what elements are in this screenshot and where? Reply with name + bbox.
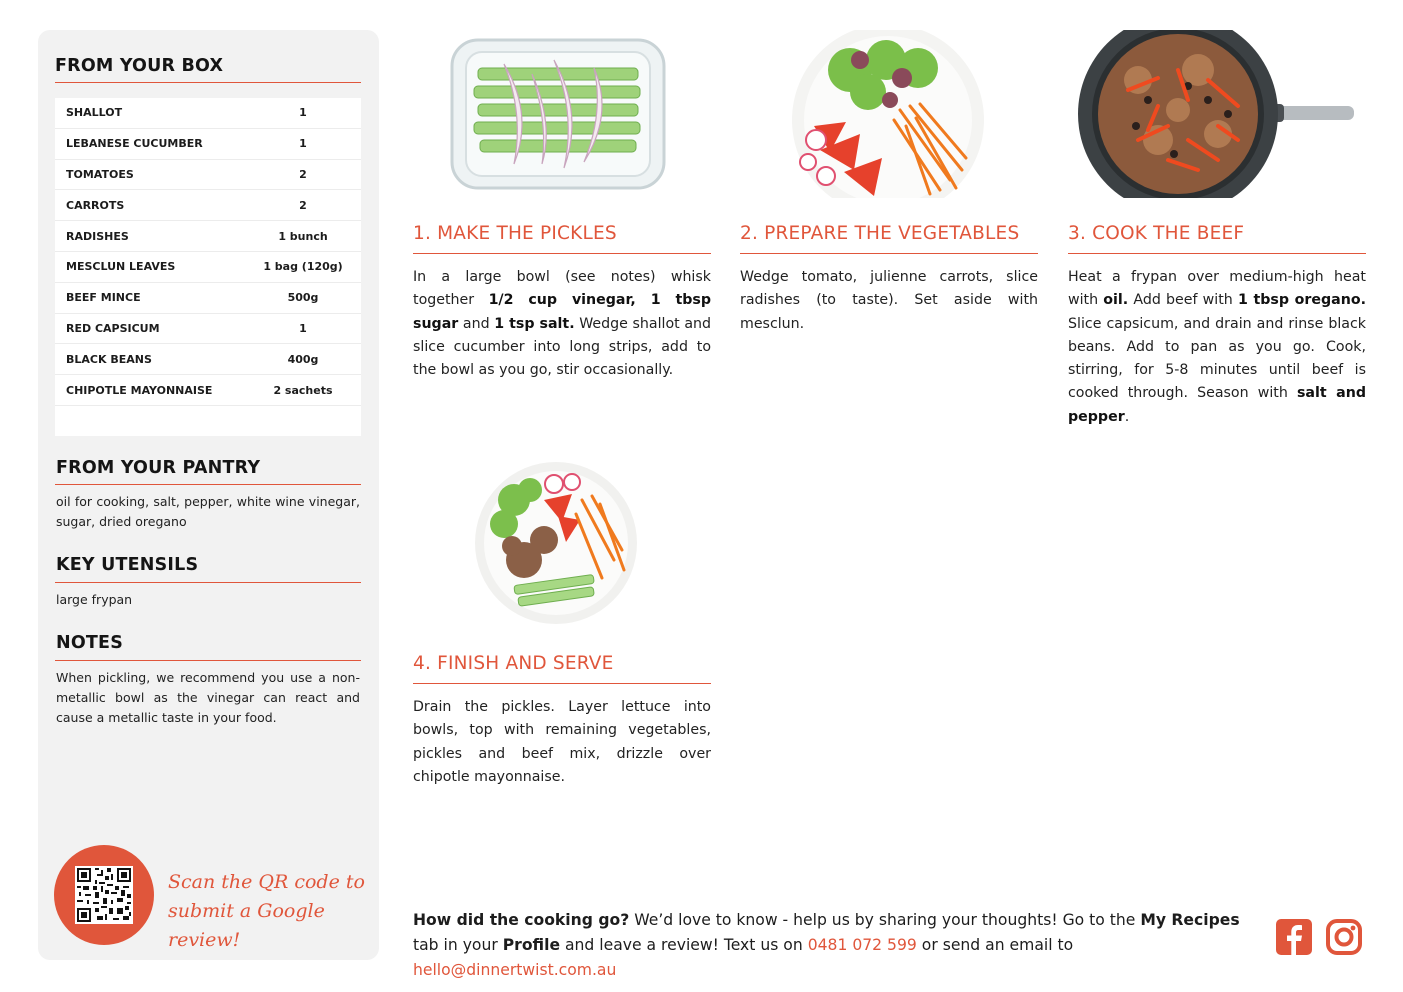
step-text: Add beef with [1128, 292, 1238, 309]
from-your-box-title: FROM YOUR BOX [55, 56, 224, 76]
notes-text: When pickling, we recommend you use a non-metallic bowl as the vinegar can react and cause a metallic taste in your food. [56, 670, 360, 725]
key-utensils-title: KEY UTENSILS [56, 555, 199, 575]
table-row [55, 160, 361, 191]
table-row [55, 283, 361, 314]
footer-text: or send an email to [916, 936, 1074, 954]
step-text: Drain the pickles. Layer lettuce into bowls, top with remaining vegetables, pickles and beef mix, drizzle over chipotle mayonnaise. [413, 699, 711, 785]
step-text-bold: 1 tbsp oregano. [1237, 292, 1366, 309]
divider [55, 660, 361, 661]
ingredient-name: RADISHES [66, 229, 129, 243]
ingredient-qty: 500g [287, 291, 319, 305]
ingredient-name: CARROTS [66, 198, 125, 212]
qr-caption [168, 868, 368, 955]
divider [413, 253, 711, 254]
utensils-text: large frypan [56, 592, 133, 607]
table-row [55, 375, 361, 406]
ingredient-qty: 1 bunch [278, 229, 328, 243]
step-text: and [458, 315, 495, 332]
step-text-bold: 1 tsp salt. [494, 315, 575, 332]
divider [55, 82, 361, 83]
divider [1068, 253, 1366, 254]
table-row [55, 129, 361, 160]
qr-caption-line: submit a Google review! [168, 900, 325, 951]
review-footer [413, 908, 1263, 983]
ingredient-qty: 400g [287, 352, 319, 366]
step-2-title: 2. PREPARE THE VEGETABLES [740, 223, 1020, 244]
step-1-title: 1. MAKE THE PICKLES [413, 223, 617, 244]
ingredient-name: LEBANESE CUCUMBER [66, 137, 203, 151]
divider [413, 683, 711, 684]
ingredient-name: SHALLOT [66, 106, 123, 120]
phone-link[interactable]: 0481 072 599 [807, 936, 917, 954]
table-row [55, 344, 361, 375]
step-text: Wedge tomato, julienne carrots, slice radishes (to taste). Set aside with mesclun. [740, 269, 1038, 332]
ingredient-name: BEEF MINCE [66, 291, 141, 305]
qr-code-icon[interactable] [75, 866, 133, 924]
step-4-body [413, 696, 711, 789]
footer-text: and leave a review! Text us on [560, 936, 808, 954]
sidebar-panel [38, 30, 379, 960]
ingredient-qty: 1 [299, 106, 307, 120]
from-your-pantry-title: FROM YOUR PANTRY [56, 458, 261, 478]
step-2-body [740, 266, 1038, 336]
pantry-text: oil for cooking, salt, pepper, white wine vinegar, sugar, dried oregano [56, 494, 360, 529]
table-row [55, 190, 361, 221]
step-3-title: 3. COOK THE BEEF [1068, 223, 1245, 244]
step-text-bold: salt and pepper [1068, 385, 1366, 425]
pickles-bowl-photo [444, 34, 672, 194]
step-text: Slice capsicum, and drain and rinse black beans. Add to pan as you go. Cook, stirring, for 5-8 minutes until beef is cooked through. Season with [1068, 315, 1366, 402]
ingredient-name: CHIPOTLE MAYONNAISE [66, 383, 213, 397]
ingredient-name: TOMATOES [66, 167, 134, 181]
step-text: In a large bowl (see notes) whisk together [413, 269, 711, 309]
qr-caption-line: Scan the QR code to [168, 871, 365, 893]
footer-text: We’d love to know - help us by sharing your thoughts! Go to the [629, 911, 1141, 929]
step-text-bold: oil. [1103, 292, 1129, 309]
beef-frypan-photo [1078, 30, 1358, 198]
step-3-body [1068, 266, 1366, 429]
step-text: Wedge shallot and slice cucumber into long strips, add to the bowl as you go, stir occasionally. [413, 315, 712, 379]
table-row [55, 314, 361, 345]
divider [55, 582, 361, 583]
table-row [55, 98, 361, 129]
qr-code-badge[interactable] [54, 845, 154, 945]
ingredient-name: MESCLUN LEAVES [66, 260, 176, 274]
instagram-icon[interactable] [1325, 918, 1363, 956]
ingredients-table [55, 98, 361, 436]
email-link[interactable]: hello@dinnertwist.com.au [413, 961, 617, 979]
footer-question: How did the cooking go? [413, 911, 630, 929]
my-recipes-link[interactable]: My Recipes [1140, 911, 1240, 929]
divider [740, 253, 1038, 254]
ingredient-qty: 2 sachets [273, 383, 333, 397]
step-text-bold: 1/2 cup vinegar, 1 tbsp sugar [413, 292, 711, 332]
ingredient-qty: 2 [299, 167, 307, 181]
ingredient-qty: 1 [299, 321, 307, 335]
facebook-icon[interactable] [1275, 918, 1313, 956]
ingredient-name: BLACK BEANS [66, 352, 152, 366]
ingredient-qty: 1 bag (120g) [263, 260, 343, 274]
ingredient-qty: 2 [299, 198, 307, 212]
step-text: . [1124, 408, 1130, 425]
profile-link[interactable]: Profile [502, 936, 561, 954]
step-text: Heat a frypan over medium-high heat with [1068, 269, 1366, 309]
notes-title: NOTES [56, 633, 124, 653]
served-bowl-photo [474, 460, 638, 626]
vegetables-plate-photo [790, 30, 986, 198]
step-4-title: 4. FINISH AND SERVE [413, 653, 614, 674]
table-row [55, 252, 361, 283]
table-row [55, 221, 361, 252]
ingredient-qty: 1 [299, 137, 307, 151]
divider [55, 484, 361, 485]
step-1-body [413, 266, 711, 382]
footer-text: tab in your [413, 936, 503, 954]
ingredient-name: RED CAPSICUM [66, 321, 160, 335]
